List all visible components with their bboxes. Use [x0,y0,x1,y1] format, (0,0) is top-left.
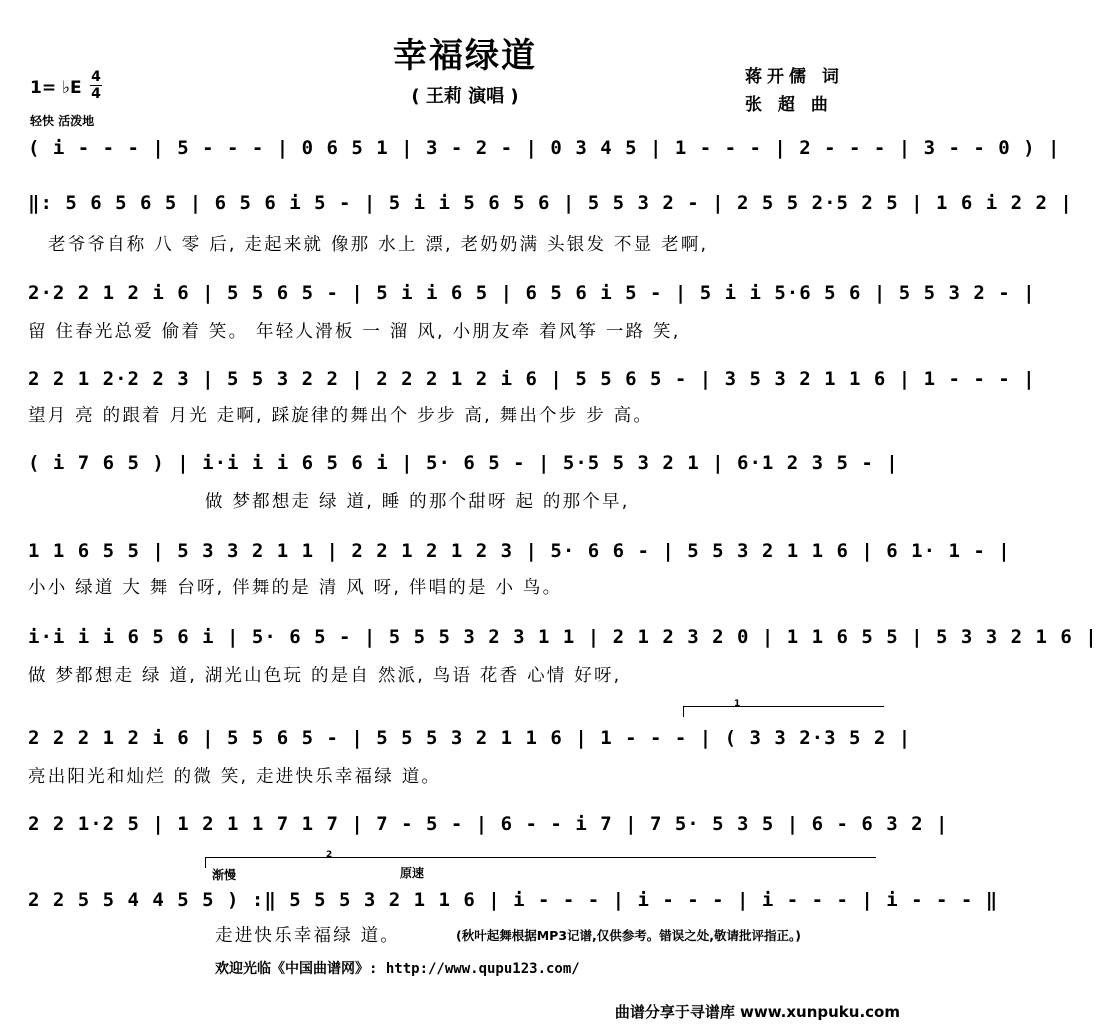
lyricist-credit: 蒋开儒 词 [745,67,844,87]
score-line-notes: 2 2 1·2 5 | 1 2 1 1 7 1 7 | 7 - 5 - | 6 - - i 7 | 7 5· 5 3 5 | 6 - 6 3 2 | [28,813,949,835]
score-line-notes: 2 2 5 5 4 4 5 5 ) :‖ 5 5 5 3 2 1 1 6 | i - - - | i - - - | i - - - | i - - - ‖ [28,889,999,911]
score-line-notes: ‖: 5 6 5 6 5 | 6 5 6 i 5 - | 5 i i 5 6 5 6 | 5 5 3 2 - | 2 5 5 2·5 2 5 | 1 6 i 2 2 | [28,192,1073,214]
score-line-notes: ( i - - - | 5 - - - | 0 6 5 1 | 3 - 2 - | 0 3 4 5 | 1 - - - | 2 - - - | 3 - - 0 ) | [28,137,1061,159]
composer-credit: 张 超 曲 [745,95,833,115]
volta-number: 2 [326,850,333,860]
score-line-notes: i·i i i 6 5 6 i | 5· 6 5 - | 5 5 5 3 2 3 1 1 | 2 1 2 3 2 0 | 1 1 6 5 5 | 5 3 3 2 1 6 | [28,626,1098,648]
score-line-lyrics: 走进快乐幸福绿 道。 [215,926,401,946]
song-title: 幸福绿道 [393,36,537,76]
score-line-lyrics: 做 梦都想走 绿 道, 睡 的那个甜呀 起 的那个早, [205,492,630,512]
score-line-lyrics: 小小 绿道 大 舞 台呀, 伴舞的是 清 风 呀, 伴唱的是 小 鸟。 [28,578,563,598]
score-line-notes: 2 2 1 2·2 2 3 | 5 5 3 2 2 | 2 2 2 1 2 i 6 | 5 5 6 5 - | 3 5 3 2 1 1 6 | 1 - - - | [28,368,1036,390]
a-tempo-mark: 原速 [400,866,425,880]
score-line-notes: 2 2 2 1 2 i 6 | 5 5 6 5 - | 5 5 5 3 2 1 1 6 | 1 - - - | ( 3 3 2·3 5 2 | [28,727,912,749]
volta-bracket-2 [205,850,876,868]
meter-bottom: 4 [91,86,101,102]
time-signature [90,70,102,101]
transcription-remark: (秋叶起舞根据MP3记谱,仅供参考。错误之处,敬请批评指正。) [456,928,801,943]
score-line-notes: 1 1 6 5 5 | 5 3 3 2 1 1 | 2 2 1 2 1 2 3 | 5· 6 6 - | 5 5 3 2 1 1 6 | 6 1· 1 - | [28,540,1011,562]
volta-number: 1 [734,699,741,709]
score-line-notes: ( i 7 6 5 ) | i·i i i 6 5 6 i | 5· 6 5 - | 5·5 5 3 2 1 | 6·1 2 3 5 - | [28,452,899,474]
score-line-lyrics: 亮出阳光和灿烂 的微 笑, 走进快乐幸福绿 道。 [28,767,442,787]
site-credit: 曲谱分享于寻谱库 www.xunpuku.com [614,1003,900,1021]
score-line-lyrics: 留 住春光总爱 偷着 笑。 年轻人滑板 一 溜 风, 小朋友牵 着风筝 一路 笑, [28,322,681,342]
score-line-lyrics: 做 梦都想走 绿 道, 湖光山色玩 的是自 然派, 鸟语 花香 心情 好呀, [28,666,622,686]
singer-credit: ( 王莉 演唱 ) [411,86,519,107]
welcome-link[interactable]: 欢迎光临《中国曲谱网》: http://www.qupu123.com/ [215,961,580,977]
key-signature: 1= ♭E [30,78,82,98]
volta-bracket-1 [683,699,884,717]
score-line-lyrics: 望月 亮 的跟着 月光 走啊, 踩旋律的舞出个 步步 高, 舞出个步 步 高。 [28,406,654,426]
meter-top: 4 [91,69,101,85]
ritardando-mark: 渐慢 [212,868,237,882]
tempo-marking: 轻快 活泼地 [30,114,95,128]
score-line-lyrics: 老爷爷自称 八 零 后, 走起来就 像那 水上 漂, 老奶奶满 头银发 不显 老啊, [48,235,709,255]
score-line-notes: 2·2 2 1 2 i 6 | 5 5 6 5 - | 5 i i 6 5 | 6 5 6 i 5 - | 5 i i 5·6 5 6 | 5 5 3 2 - | [28,282,1036,304]
